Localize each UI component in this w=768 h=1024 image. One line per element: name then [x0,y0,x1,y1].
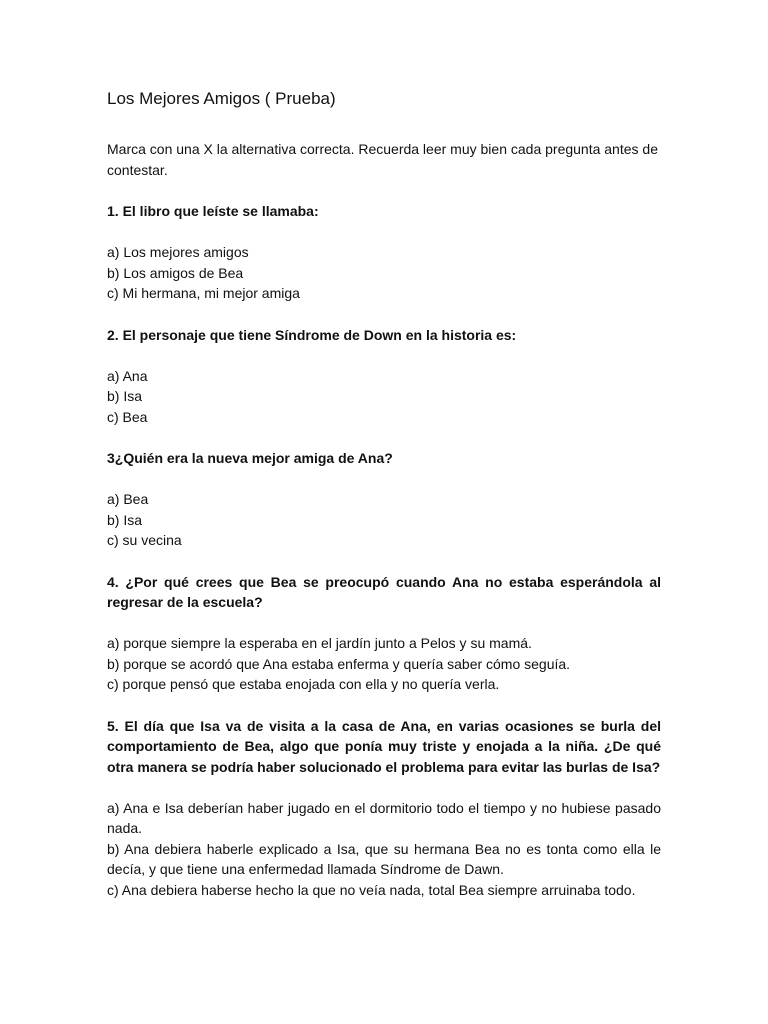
answer-option-c: c) su vecina [107,532,182,548]
question-text: 2. El personaje que tiene Síndrome de Down en la historia es: [107,326,517,343]
question-1 [107,201,661,304]
answer-option-a: a) Bea [107,491,149,507]
answer-option-a: a) Ana e Isa deberían haber jugado en el dormitorio todo el tiempo y no hubiese pasado nada. [107,799,661,836]
answer-option-a: a) Los mejores amigos [107,244,249,260]
document-title: Los Mejores Amigos ( Prueba) [107,89,336,108]
answer-option-c: c) porque pensó que estaba enojada con ella y no quería verla. [107,676,500,692]
question-text: 5. El día que Isa va de visita a la casa de Ana, en varias ocasiones se burla del comportamiento de Bea, algo que ponía muy triste y enojada a la niña. ¿De qué otra manera se podría haber solucionado el problema para evitar las burlas de Isa? [107,717,661,775]
answer-options [107,798,661,901]
answer-option-b: b) Isa [107,388,143,404]
answer-option-c: c) Ana debiera haberse hecho la que no veía nada, total Bea siempre arruinaba todo. [107,881,636,898]
answer-options [107,633,661,695]
answer-option-b: b) Isa [107,511,143,528]
answer-option-b: b) Los amigos de Bea [107,264,244,281]
answer-option-c: c) Mi hermana, mi mejor amiga [107,285,300,301]
question-4 [107,572,661,695]
answer-options [107,489,661,551]
answer-options [107,366,661,428]
answer-option-a: a) porque siempre la esperaba en el jardín junto a Pelos y su mamá. [107,635,532,651]
answer-option-c: c) Bea [107,408,148,425]
question-3 [107,448,661,551]
question-text: 4. ¿Por qué crees que Bea se preocupó cuando Ana no estaba esperándola al regresar de la escuela? [107,573,661,610]
answer-options [107,242,661,304]
instructions-text: Marca con una X la alternativa correcta. Recuerda leer muy bien cada pregunta antes de contestar. [107,141,658,178]
document-page [107,88,661,921]
question-2 [107,325,661,428]
answer-option-b: b) porque se acordó que Ana estaba enferma y quería saber cómo seguía. [107,655,571,672]
answer-option-a: a) Ana [107,367,148,384]
question-text: 1. El libro que leíste se llamaba: [107,203,319,219]
question-5 [107,716,661,901]
answer-option-b: b) Ana debiera haberle explicado a Isa, que su hermana Bea no es tonta como ella le decía, y que tiene una enfermedad llamada Síndrome de Dawn. [107,840,661,877]
question-text: 3¿Quién era la nueva mejor amiga de Ana? [107,450,393,466]
